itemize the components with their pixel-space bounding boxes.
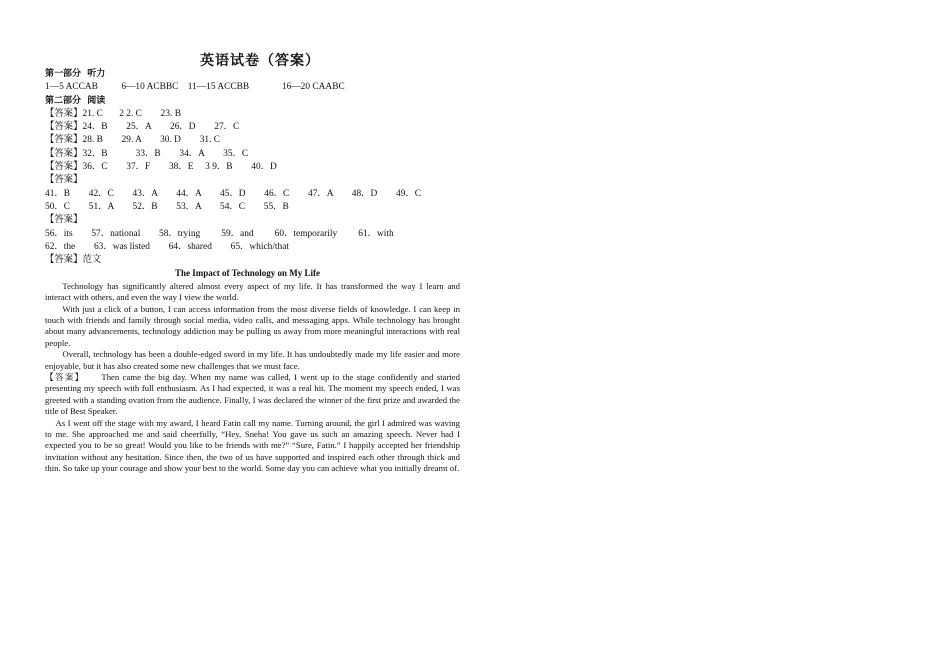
page-title: 英语试卷（答案） — [200, 53, 320, 69]
essay-title: The Impact of Technology on My Life — [174, 268, 320, 279]
answer-line: 【答案】24．B 25．A 26．D 27．C — [45, 122, 240, 133]
answer-line: 56．its 57．national 58．trying 59．and 60．temporarily 61．with — [45, 228, 394, 239]
answer-line: 【答案】21. C 2 2. C 23. B — [45, 108, 181, 119]
listening-answers: 1—5 ACCAB 6—10 ACBBC 11—15 ACCBB 16—20 CAABC — [45, 82, 345, 93]
answer-line: 【答案】36．C 37．F 38．E 3 9．B 40．D — [45, 162, 277, 173]
answer-line: 41．B 42．C 43．A 44．A 45．D 46．C 47．A 48．D 49．C — [45, 188, 422, 199]
answer-column — [45, 68, 460, 475]
answer-line: 50．C 51．A 52．B 53．A 54．C 55．B — [45, 201, 289, 212]
answer-label: 【答案】 — [45, 372, 85, 382]
essay-paragraph: Technology has significantly altered almost every aspect of my life. It has transformed the way I learn and interact with others, and even the way I view the world. — [45, 280, 460, 303]
continuation-paragraph — [45, 372, 460, 418]
essay-paragraph: With just a click of a button, I can access information from the most diverse fields of knowledge. I can keep in touch with friends and family through social media, video calls, and messaging apps. While technology has brought about many advancements, technology addiction may be pulling us away from more meaningful interactions with real people. — [45, 303, 460, 348]
essay-paragraph: Overall, technology has been a double-edged sword in my life. It has undoubtedly made my life easier and more enjoyable, but it has also created some new challenges that we must face. — [45, 349, 460, 371]
answer-line: 【答案】范文 — [45, 255, 102, 266]
section-heading-listening: 第一部分 听力 — [45, 69, 106, 79]
continuation-paragraph: As I went off the stage with my award, I heard Fatin call my name. Turning around, the girl I admired was waving to me. She approached me and said cheerfully, “Hey, Sneha! You gave us such an amazing speech. Never had I expected you to be so great! Would you like to be friends with me?” “Sure, Fatin.” I happily accepted her friendship invitation without any hesitation. Since then, the two of us have supported and inspired each other through thick and thin. So take up your courage and show your best to the world. Some day you can achieve what you initially dreamt of. — [45, 417, 460, 474]
answer-line: 【答案】 — [45, 175, 83, 186]
answer-line: 【答案】32．B 33．B 34．A 35．C — [45, 148, 249, 159]
answer-line: 【答案】 — [45, 215, 83, 226]
answer-line: 62．the 63．was listed 64．shared 65．which/that — [45, 241, 289, 252]
section-heading-reading: 第二部分 阅读 — [45, 95, 106, 106]
answer-line: 【答案】28. B 29. A 30. D 31. C — [45, 135, 221, 146]
continuation-text: Then came the big day. When my name was called, I went up to the stage confidently and started presenting my speech with full enthusiasm. As I had expected, it was a real hit. The moment my speech ended, I was greeted with a standing ovation from the audience. Finally, I was declared the winner of the first prize and awarded the title of Best Speaker. — [45, 372, 460, 417]
